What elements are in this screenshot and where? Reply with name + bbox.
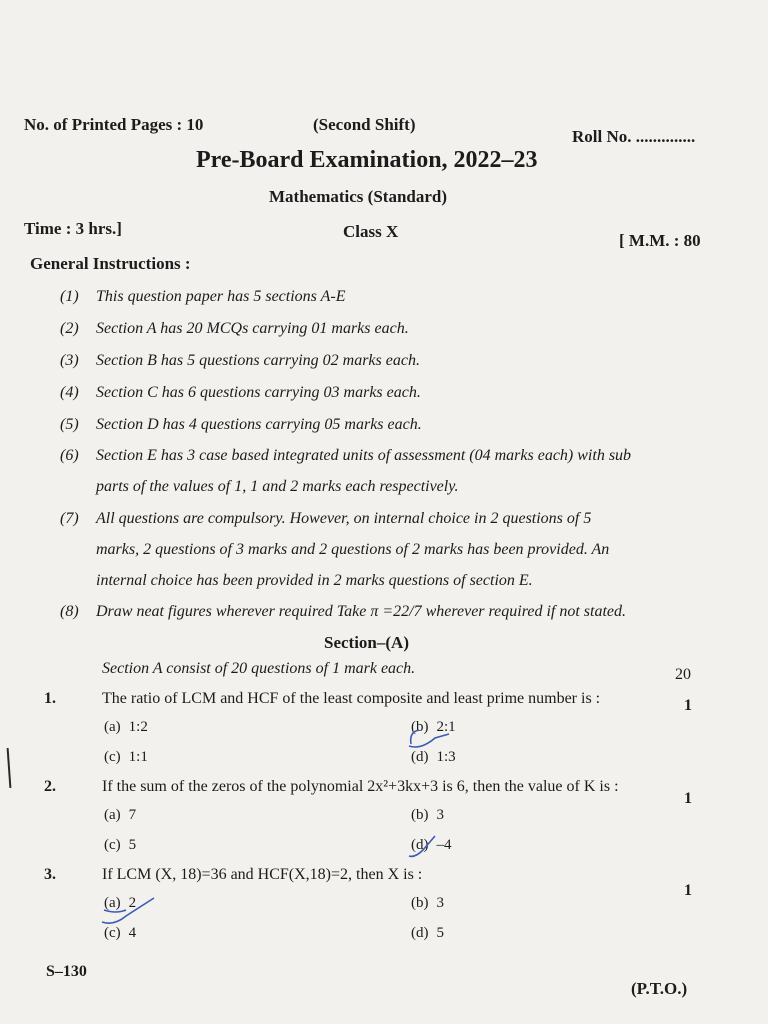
option-label: (a): [104, 807, 121, 823]
option-text: 7: [128, 807, 137, 823]
time: Time : 3 hrs.]: [24, 219, 122, 238]
instruction-number: (1): [60, 288, 79, 305]
option: [104, 807, 136, 824]
option-label: (a): [104, 895, 121, 911]
instruction-number: (8): [60, 603, 79, 620]
option-text: 2: [128, 895, 137, 911]
question-number: 2.: [44, 778, 56, 795]
option-label: (b): [411, 719, 429, 735]
instruction-text: Section D has 4 questions carrying 05 marks each.: [96, 416, 422, 433]
option-label: (c): [104, 925, 121, 941]
option: [104, 749, 148, 766]
instruction-text: Section B has 5 questions carrying 02 marks each.: [96, 352, 420, 369]
option: [411, 925, 444, 942]
option: [411, 895, 444, 912]
option-label: (b): [411, 895, 429, 911]
question-marks: 1: [684, 882, 692, 899]
option-text: 4: [128, 925, 137, 941]
instruction-text: This question paper has 5 sections A-E: [96, 288, 346, 305]
instruction-number: (6): [60, 447, 79, 464]
option-label: (d): [411, 749, 429, 765]
paper-code: S–130: [46, 963, 87, 980]
option: [411, 837, 452, 854]
instruction-text: All questions are compulsory. However, on internal choice in 2 questions of 5: [96, 510, 592, 527]
max-marks: [ M.M. : 80: [619, 231, 701, 250]
margin-mark: [7, 748, 12, 788]
question-text: The ratio of LCM and HCF of the least composite and least prime number is :: [102, 690, 601, 707]
instruction-text: Draw neat figures wherever required Take π =22/7 wherever required if not stated.: [96, 603, 626, 620]
option-text: 5: [128, 837, 137, 853]
option: [104, 837, 136, 854]
instruction-number: (7): [60, 510, 79, 527]
option-text: 3: [436, 807, 444, 823]
option: [104, 925, 136, 942]
option-text: 1:2: [128, 719, 148, 735]
printed-pages: No. of Printed Pages : 10: [24, 115, 204, 134]
subject: Mathematics (Standard): [269, 187, 448, 206]
option: [104, 719, 148, 736]
option-text: 5: [436, 925, 444, 941]
instruction-text: marks, 2 questions of 3 marks and 2 questions of 2 marks has been provided. An: [96, 541, 610, 558]
option-text: 3: [436, 895, 444, 911]
instruction-number: (4): [60, 384, 79, 401]
instruction-text: internal choice has been provided in 2 marks questions of section E.: [96, 572, 533, 589]
question-marks: 1: [684, 697, 692, 714]
option-text: 1:3: [436, 749, 456, 765]
option-label: (b): [411, 807, 429, 823]
option: [104, 895, 136, 912]
option-text: 2:1: [436, 719, 456, 735]
option-label: (a): [104, 719, 121, 735]
instruction-text: Section E has 3 case based integrated units of assessment (04 marks each) with sub: [96, 447, 632, 464]
instruction-number: (2): [60, 320, 79, 337]
instruction-text: Section A has 20 MCQs carrying 01 marks each.: [96, 320, 409, 337]
instruction-text: Section C has 6 questions carrying 03 marks each.: [96, 384, 421, 401]
option-text: 1:1: [128, 749, 148, 765]
shift-label: (Second Shift): [313, 115, 416, 134]
option: [411, 749, 456, 766]
roll-no: Roll No. ..............: [572, 127, 696, 146]
question-marks: 1: [684, 790, 692, 807]
option: [411, 719, 456, 736]
instruction-number: (3): [60, 352, 79, 369]
option-label: (c): [104, 749, 121, 765]
question-number: 1.: [44, 690, 56, 707]
option-label: (d): [411, 837, 429, 853]
class: Class X: [343, 222, 399, 241]
question-text: If LCM (X, 18)=36 and HCF(X,18)=2, then X is :: [102, 866, 423, 883]
option-label: (d): [411, 925, 429, 941]
option: [411, 807, 444, 824]
section-note: Section A consist of 20 questions of 1 mark each.: [102, 660, 416, 677]
pto: (P.T.O.): [631, 979, 688, 998]
option-text: –4: [436, 837, 452, 853]
instruction-text: parts of the values of 1, 1 and 2 marks each respectively.: [96, 478, 459, 495]
question-text: If the sum of the zeros of the polynomial 2x²+3kx+3 is 6, then the value of K is :: [102, 778, 619, 795]
exam-title: Pre-Board Examination, 2022–23: [196, 147, 538, 173]
question-number: 3.: [44, 866, 56, 883]
section-title: Section–(A): [324, 633, 409, 652]
instructions-heading: General Instructions :: [30, 254, 191, 273]
instruction-number: (5): [60, 416, 79, 433]
section-note-marks: 20: [675, 666, 691, 683]
option-label: (c): [104, 837, 121, 853]
